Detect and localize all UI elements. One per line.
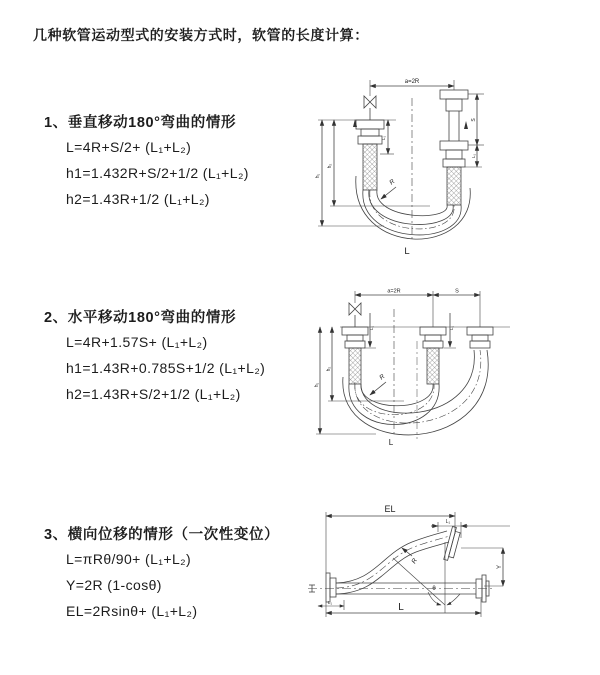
d3-left-flange <box>326 573 336 602</box>
d1-label-s: S <box>471 118 477 122</box>
d3-curved-hose <box>336 531 449 594</box>
section3-heading: 3、横向位移的情形（一次性变位） <box>44 527 280 543</box>
d1-label-a2r: a=2R <box>404 79 420 85</box>
valve-icon <box>364 96 376 120</box>
diagram-vertical-180-bend <box>312 70 592 262</box>
d2-middle-fitting <box>420 327 446 384</box>
d2-hose-curves-pos2 <box>343 350 488 435</box>
page-title: 几种软管运动型式的安装方式时，软管的长度计算： <box>33 27 369 43</box>
d3-label-l1-left: L₁ <box>327 600 333 605</box>
section2-heading: 2、水平移动180°弯曲的情形 <box>44 310 237 326</box>
section1-formula-h2: h2=1.43R+1/2 (L₁+L₂) <box>66 191 210 207</box>
d2-label-l1-left: L₁ <box>369 325 374 331</box>
d3-label-theta: θ <box>432 586 436 592</box>
d3-construction-diagonal <box>393 558 445 605</box>
d3-label-r: R <box>410 557 419 566</box>
d1-label-l1-left: L₁ <box>381 135 386 141</box>
d1-label-h2: h₂ <box>327 163 333 169</box>
section1-heading: 1、垂直移动180°弯曲的情形 <box>44 115 237 131</box>
d1-left-fitting <box>356 120 384 190</box>
d2-label-h1: h₁ <box>314 382 320 388</box>
section2-formula-L: L=4R+1.57S+ (L₁+L₂) <box>66 334 208 350</box>
d2-label-r: R <box>378 373 387 382</box>
d2-label-h2: h₂ <box>326 366 332 372</box>
d3-theta-arc <box>447 594 460 605</box>
diagram-lateral-displacement <box>298 498 598 670</box>
d1-label-r: R <box>388 178 397 187</box>
d2-label-s: S <box>455 288 459 295</box>
d1-label-l1-right: L₁ <box>471 153 476 159</box>
d1-end-arrow <box>464 121 468 129</box>
d2-left-fitting <box>342 327 368 384</box>
d2-label-l: L <box>388 438 394 447</box>
d1-right-fitting <box>440 90 468 205</box>
d3-radius-leader <box>402 548 412 556</box>
section3-formula-L: L=πRθ/90+ (L₁+L₂) <box>66 551 192 567</box>
d2-radius-leader <box>370 382 386 395</box>
section1-formula-L: L=4R+S/2+ (L₁+L₂) <box>66 139 192 155</box>
d2-label-a2r: a=2R <box>387 288 401 295</box>
section2-formula-h1: h1=1.43R+0.785S+1/2 (L₁+L₂) <box>66 360 266 376</box>
d3-label-y: Y <box>497 564 503 570</box>
section3-formula-Y: Y=2R (1-cosθ) <box>66 577 162 593</box>
d3-label-el: EL <box>384 504 396 514</box>
d3-label-l1-top: L₁ <box>445 519 451 525</box>
d1-label-h1: h₁ <box>315 173 321 179</box>
d1-radius-leader <box>381 187 396 199</box>
section3-formula-EL: EL=2Rsinθ+ (L₁+L₂) <box>66 603 198 619</box>
diagram-horizontal-180-bend <box>312 283 592 451</box>
d2-right-fitting <box>467 327 493 348</box>
d3-upper-flange <box>444 527 461 562</box>
valve-icon <box>349 303 361 327</box>
section2-formula-h2: h2=1.43R+S/2+1/2 (L₁+L₂) <box>66 386 241 402</box>
d2-label-l1-mid: L₁ <box>449 325 454 331</box>
d3-label-l: L <box>398 602 404 613</box>
d1-label-l: L <box>404 246 410 257</box>
section1-formula-h1: h1=1.432R+S/2+1/2 (L₁+L₂) <box>66 165 249 181</box>
